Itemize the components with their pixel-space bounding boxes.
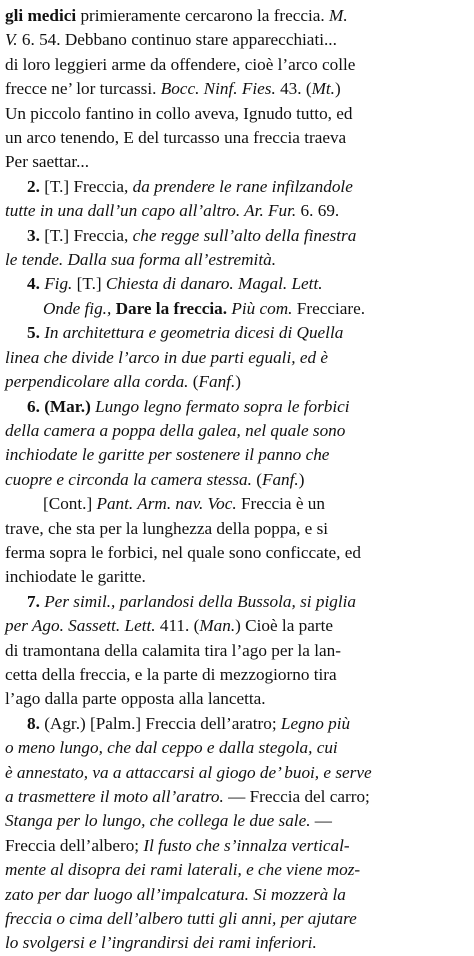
text-line bbox=[5, 712, 464, 736]
text-line bbox=[5, 492, 464, 516]
text-line bbox=[5, 761, 464, 785]
text-line bbox=[5, 53, 464, 77]
text-segment: ) bbox=[235, 372, 241, 392]
text-line bbox=[5, 736, 464, 760]
text-segment: Un piccolo fantino in collo aveva, Ignudo tutto, ed bbox=[5, 103, 353, 123]
text-segment: — Freccia del carro; bbox=[223, 787, 370, 806]
text-segment: Legno più bbox=[280, 713, 351, 733]
text-segment: Stanga per lo lungo, che collega le due sale. bbox=[5, 811, 311, 831]
text-segment: un arco tenendo, E del turcasso una freccia traeva bbox=[5, 128, 347, 148]
text-segment: che regge sull’alto della finestra bbox=[132, 225, 357, 245]
text-segment: ( bbox=[251, 469, 262, 489]
text-segment: frecce ne’ lor turcassi. bbox=[5, 79, 161, 99]
text-line bbox=[5, 346, 464, 370]
text-segment: tutte in una dall’un capo all’altro. Ar. Fur. bbox=[5, 201, 297, 221]
text-line bbox=[5, 809, 464, 833]
text-line bbox=[5, 126, 464, 150]
text-line bbox=[5, 468, 464, 492]
text-line bbox=[5, 150, 464, 174]
text-segment: 3. bbox=[27, 225, 40, 245]
text-segment: di tramontana della calamita tira l’ago per la lan- bbox=[5, 640, 341, 660]
text-segment: Pant. Arm. nav. Voc. bbox=[96, 494, 237, 514]
text-segment: [T.] bbox=[72, 274, 106, 294]
text-segment: Lungo legno fermato sopra le forbici bbox=[95, 396, 350, 416]
text-line bbox=[5, 321, 464, 345]
text-line bbox=[5, 272, 464, 296]
text-segment: 43. ( bbox=[275, 79, 312, 99]
text-line bbox=[5, 443, 464, 467]
text-segment: Dare la freccia. bbox=[115, 298, 228, 318]
text-segment: ( bbox=[188, 372, 199, 392]
text-segment: mente al disopra dei rami laterali, e che viene moz- bbox=[5, 860, 361, 880]
text-segment: — bbox=[310, 811, 332, 831]
text-segment: M. bbox=[329, 6, 348, 25]
text-line bbox=[5, 77, 464, 101]
text-segment: perpendicolare alla corda. bbox=[5, 372, 189, 392]
text-segment: zato per dar luogo all’impalcatura. Si mozzerà la bbox=[5, 884, 346, 904]
text-segment: o meno lungo, che dal ceppo e dalla stegola, cui bbox=[5, 738, 338, 758]
text-segment: trave, che sta per la lunghezza della poppa, e si bbox=[5, 518, 329, 538]
text-line bbox=[5, 28, 464, 52]
text-segment: Il fusto che s’innalza vertical- bbox=[143, 835, 350, 855]
text-line bbox=[5, 248, 464, 272]
text-segment: 8. bbox=[27, 713, 40, 733]
text-line bbox=[5, 175, 464, 199]
text-segment: lo svolgersi e l’ingrandirsi dei rami inferiori. bbox=[5, 933, 317, 953]
text-segment: (Agr.) [Palm.] Freccia dell’aratro; bbox=[39, 713, 281, 733]
text-segment: [T.] Freccia, bbox=[39, 225, 133, 245]
text-segment: cetta della freccia, e la parte di mezzogiorno tira bbox=[5, 664, 337, 684]
text-segment: [Cont.] bbox=[43, 494, 97, 514]
text-segment: della camera a poppa della galea, nel quale sono bbox=[5, 420, 346, 440]
text-line bbox=[5, 395, 464, 419]
text-segment: Chiesta di danaro. Magal. Lett. bbox=[105, 274, 323, 294]
text-line bbox=[5, 419, 464, 443]
text-segment: Frecciare. bbox=[292, 298, 366, 318]
text-line bbox=[5, 785, 464, 809]
text-segment: da prendere le rane infilzandole bbox=[132, 176, 353, 196]
text-line bbox=[5, 517, 464, 541]
text-line bbox=[5, 102, 464, 126]
text-segment: l’ago dalla parte opposta alla lancetta. bbox=[5, 689, 266, 709]
text-segment: Bocc. Ninf. Fies. bbox=[160, 79, 276, 99]
text-segment: inchiodate le garitte per sostenere il panno che bbox=[5, 445, 330, 465]
text-line bbox=[5, 883, 464, 907]
text-line bbox=[5, 224, 464, 248]
text-segment: freccia o cima dell’albero tutti gli anni, per ajutare bbox=[5, 909, 357, 929]
text-segment: 7. bbox=[27, 591, 40, 611]
text-line bbox=[5, 687, 464, 711]
text-line bbox=[5, 639, 464, 663]
text-line bbox=[5, 663, 464, 687]
text-segment: Fanf. bbox=[261, 469, 299, 489]
text-segment: V. bbox=[5, 30, 18, 50]
text-segment: In architettura e geometria dicesi di Quella bbox=[44, 323, 344, 343]
text-line bbox=[5, 858, 464, 882]
text-segment: gli medici bbox=[5, 6, 77, 25]
text-segment: Per saettar... bbox=[5, 152, 89, 172]
text-segment: è annestato, va a attaccarsi al giogo de’ buoi, e serve bbox=[5, 762, 372, 782]
text-segment: Man. bbox=[199, 616, 236, 636]
text-segment: 6. 54. Debbano continuo stare apparecchiati... bbox=[17, 30, 337, 50]
text-segment: linea che divide l’arco in due parti eguali, ed è bbox=[5, 347, 328, 367]
text-segment: per Ago. Sassett. Lett. bbox=[5, 616, 156, 636]
text-line bbox=[5, 590, 464, 614]
text-segment: le tende. Dalla sua forma all’estremità. bbox=[5, 250, 276, 270]
text-segment: cuopre e circonda la camera stessa. bbox=[5, 469, 252, 489]
text-segment: ) bbox=[298, 469, 305, 489]
text-line bbox=[5, 931, 464, 955]
text-segment: Fig. bbox=[44, 274, 73, 294]
text-segment: 4. bbox=[27, 274, 40, 294]
text-segment: 2. bbox=[27, 176, 40, 196]
text-segment: 5. bbox=[27, 323, 40, 343]
text-segment: Freccia è un bbox=[236, 494, 325, 514]
text-segment: Onde fig., bbox=[43, 298, 112, 318]
text-line bbox=[5, 907, 464, 931]
text-segment: ) Cioè la parte bbox=[235, 616, 333, 636]
text-segment: Freccia dell’albero; bbox=[5, 835, 144, 855]
text-segment: 6. (Mar.) bbox=[27, 396, 91, 416]
text-segment: a trasmettere il moto all’aratro. bbox=[5, 787, 224, 806]
text-segment: 6. 69. bbox=[296, 201, 340, 221]
text-segment: [T.] Freccia, bbox=[39, 176, 133, 196]
text-line bbox=[5, 199, 464, 223]
text-line bbox=[5, 614, 464, 638]
text-segment: 411. ( bbox=[155, 616, 200, 636]
text-line bbox=[5, 541, 464, 565]
text-segment: ) bbox=[334, 79, 341, 99]
text-line bbox=[5, 297, 464, 321]
text-segment: inchiodate le garitte. bbox=[5, 567, 146, 587]
text-segment: Per simil., parlandosi della Bussola, si piglia bbox=[44, 591, 356, 611]
text-line bbox=[5, 4, 464, 28]
text-line bbox=[5, 834, 464, 858]
text-segment: ferma sopra le forbici, nel quale sono conficcate, ed bbox=[5, 542, 362, 562]
text-segment: Più com. bbox=[231, 298, 293, 318]
text-line bbox=[5, 370, 464, 394]
text-segment: Fanf. bbox=[198, 372, 236, 392]
text-line bbox=[5, 565, 464, 589]
text-segment: Mt. bbox=[311, 79, 335, 99]
text-segment: di loro leggieri arme da offendere, cioè l’arco colle bbox=[5, 54, 356, 74]
text-segment: primieramente cercarono la freccia. bbox=[76, 6, 330, 25]
